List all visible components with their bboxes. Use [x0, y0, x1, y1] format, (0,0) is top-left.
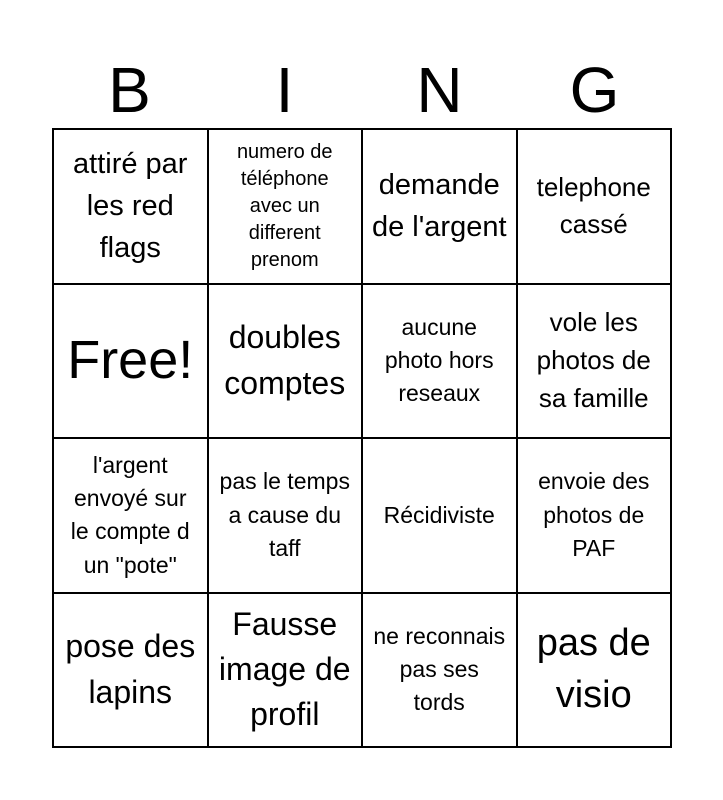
cell-text: pas de visio: [536, 622, 651, 716]
bingo-cell[interactable]: [518, 439, 673, 594]
bingo-cell[interactable]: [54, 439, 209, 594]
bingo-cell[interactable]: [209, 439, 364, 594]
cell-text: Free!: [67, 330, 194, 391]
bingo-cell[interactable]: [518, 594, 673, 749]
cell-text: doubles comptes: [224, 319, 346, 401]
bingo-cell[interactable]: [363, 594, 518, 749]
header-letter-i: I: [275, 54, 294, 126]
bingo-cell[interactable]: [363, 130, 518, 285]
header-letter-g: G: [569, 54, 620, 126]
cell-text: Récidiviste: [383, 501, 495, 528]
cell-text: Fausse image de profil: [218, 605, 351, 733]
cell-text: vole les photos de sa famille: [536, 307, 651, 413]
cell-text: l'argent envoyé sur le compte d un "pote": [70, 451, 190, 578]
cell-text: pas le temps a cause du taff: [219, 468, 350, 561]
bingo-grid: [52, 128, 672, 748]
bingo-cell[interactable]: [518, 130, 673, 285]
cell-text: envoie des photos de PAF: [538, 468, 650, 561]
bingo-cell[interactable]: [363, 439, 518, 594]
cell-text: pose des lapins: [65, 628, 196, 710]
cell-text: demande de l'argent: [371, 169, 507, 244]
cell-text: aucune photo hors reseaux: [384, 313, 494, 407]
cell-text: ne reconnais pas ses tords: [373, 622, 506, 716]
bingo-cell[interactable]: [363, 285, 518, 440]
bingo-cell[interactable]: [54, 130, 209, 285]
cell-text: numero de téléphone avec un different prenom: [236, 140, 333, 271]
bingo-cell[interactable]: [209, 594, 364, 749]
bingo-header: [52, 52, 672, 128]
free-cell[interactable]: [54, 285, 209, 440]
header-letter-b: B: [108, 54, 151, 126]
bingo-cell[interactable]: [54, 594, 209, 749]
bingo-cell[interactable]: [209, 130, 364, 285]
bingo-cell[interactable]: [209, 285, 364, 440]
cell-text: telephone cassé: [536, 171, 651, 240]
bingo-cell[interactable]: [518, 285, 673, 440]
cell-text: attiré par les red flags: [73, 148, 188, 265]
header-letter-n: N: [416, 54, 463, 126]
